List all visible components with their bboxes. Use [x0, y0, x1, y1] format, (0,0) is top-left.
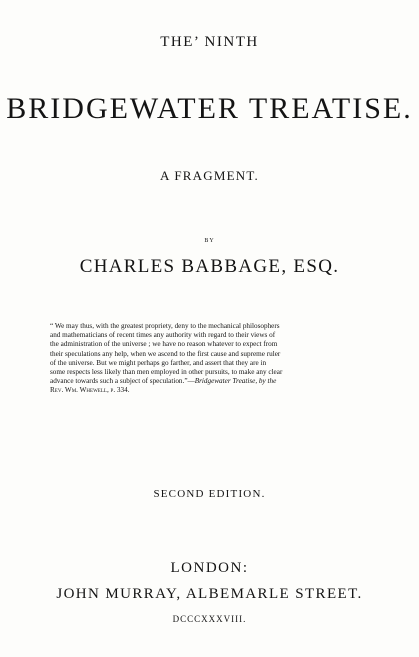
epigraph-line: of the universe. But we might perhaps go farther, and assert that they are in [50, 358, 267, 367]
epigraph-line: “ We may thus, with the greatest propriety, deny to the mechanical philosophers [50, 322, 280, 330]
book-title: BRIDGEWATER TREATISE. [6, 92, 413, 125]
imprint-publisher: JOHN MURRAY, ALBEMARLE STREET. [56, 586, 363, 602]
epigraph-citation-author: Rev. Wm. Whewell, p. 334. [50, 386, 130, 395]
epigraph [50, 322, 374, 396]
epigraph-line: advance towards such a subject of speculation.”— [50, 377, 195, 386]
imprint-city: LONDON: [170, 560, 249, 576]
epigraph-line: the administration of the universe ; we have no reason whatever to expect from [50, 340, 278, 349]
title-line-1: THE’ NINTH [160, 34, 259, 50]
author-name: CHARLES BABBAGE, ESQ. [79, 256, 340, 277]
epigraph-citation: Bridgewater Treatise, by the [194, 377, 277, 386]
imprint-date: DCCCXXXVIII. [172, 614, 247, 624]
epigraph-last-line [50, 377, 374, 386]
by-label: BY [204, 238, 215, 244]
edition: SECOND EDITION. [153, 488, 266, 500]
epigraph-line: and mathematicians of recent times any authority with regard to their views of [50, 331, 276, 340]
subtitle: A FRAGMENT. [160, 168, 259, 183]
epigraph-line: some respects less likely than men employed in other pursuits, to make any clear [50, 368, 283, 377]
epigraph-line: their speculations any help, when we ascend to the first cause and supreme ruler [50, 349, 281, 358]
